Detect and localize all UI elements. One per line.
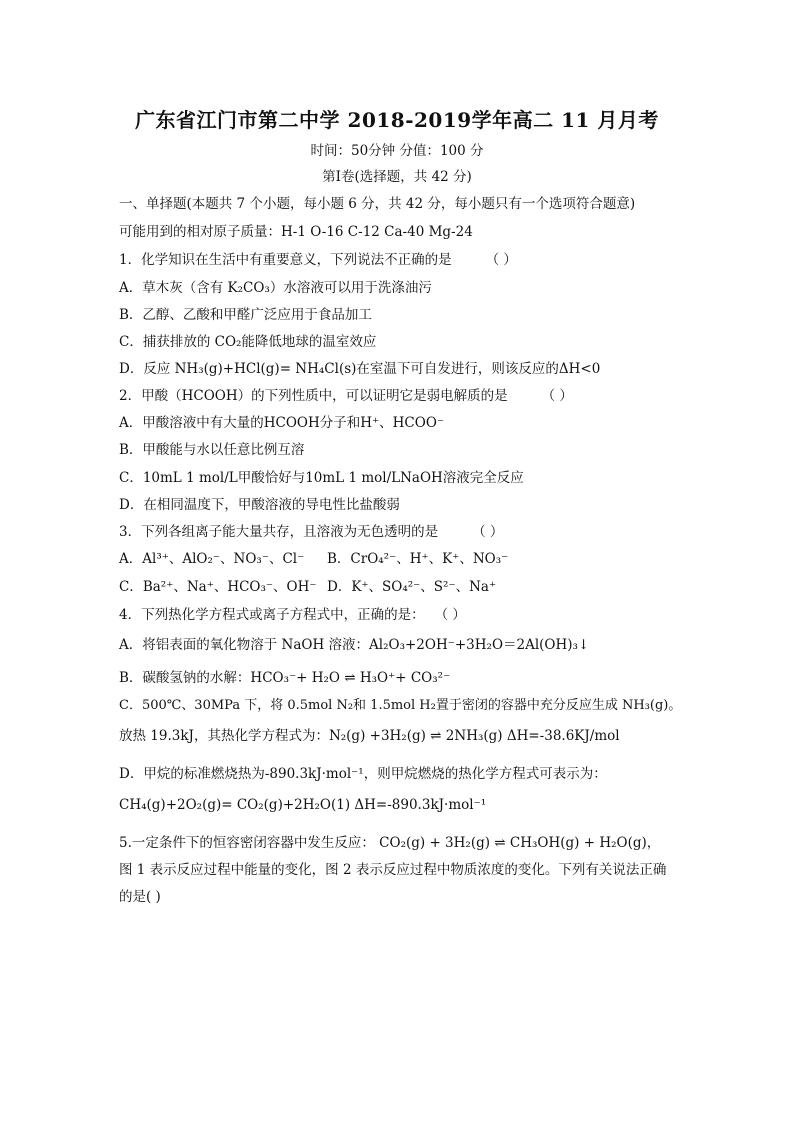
section-heading: 一、单择题(本题共 7 个小题，每小题 6 分，共 42 分，每小题只有一个选项符合题意) [119,196,636,212]
question-1-blank: （ ） [485,252,517,268]
question-3-stem [119,520,503,540]
exam-title: 广东省江门市第二中学 2018-2019学年高二 11 月月考 [135,108,659,132]
volume-heading: 第Ⅰ卷(选择题，共 42 分) [322,169,472,185]
atomic-masses: 可能用到的相对原子质量：H-1 O-16 C-12 Ca-40 Mg-24 [119,224,473,240]
question-4-blank: （ ） [434,607,466,623]
question-4-option-d-equation: CH₄(g)+2O₂(g)= CO₂(g)+2H₂O(1) ΔH=-890.3kJ·mol⁻¹ [119,797,487,813]
question-3-option-b: B．CrO₄²⁻、H⁺、K⁺、NO₃⁻ [327,551,509,567]
question-2-option-d: D．在相同温度下，甲酸溶液的导电性比盐酸弱 [119,497,400,513]
question-4-text: 4．下列热化学方程式或离子方程式中，正确的是： [119,607,425,623]
question-3-blank: （ ） [472,524,504,540]
exam-meta: 时间：50分钟 分值：100 分 [310,143,484,159]
question-2-option-b: B．甲酸能与水以任意比例互溶 [119,442,305,458]
question-1-option-c: C．捕获排放的 CO₂能降低地球的温室效应 [119,334,377,350]
question-2-option-a: A．甲酸溶液中有大量的HCOOH分子和H⁺、HCOO⁻ [119,415,445,431]
question-2-text: 2．甲酸（HCOOH）的下列性质中，可以证明它是弱电解质的是 [119,388,508,404]
question-5-line-1: 5.一定条件下的恒容密闭容器中发生反应： CO₂(g) + 3H₂(g) ⇌ CH₃OH(g) + H₂O(g)， [119,835,661,851]
question-4-option-a: A．将铝表面的氧化物溶于 NaOH 溶液：Al₂O₃+2OH⁻+3H₂O＝2Al(OH)₃↓ [119,637,590,653]
question-2-blank: （ ） [541,388,573,404]
question-4-option-b: B．碳酸氢钠的水解：HCO₃⁻+ H₂O ⇌ H₃O⁺+ CO₃²⁻ [119,670,451,686]
question-3-option-d: D．K⁺、SO₄²⁻、S²⁻、Na⁺ [327,579,497,595]
question-3-option-c: C．Ba²⁺、Na⁺、HCO₃⁻、OH⁻ [119,579,317,595]
question-1-text: 1．化学知识在生活中有重要意义，下列说法不正确的是 [119,252,452,268]
question-4-option-d: D．甲烷的标准燃烧热为-890.3kJ·mol⁻¹，则甲烷燃烧的热化学方程式可表示为： [119,766,607,782]
question-3-option-a: A．Al³⁺、AlO₂⁻、NO₃⁻、Cl⁻ [119,551,305,567]
question-4-option-c: C．500℃、30MPa 下，将 0.5mol N₂和 1.5mol H₂置于密闭的容器中充分反应生成 NH₃(g)。 [119,698,682,713]
question-1-option-a: A．草木灰（含有 K₂CO₃）水溶液可以用于洗涤油污 [119,280,432,296]
question-4-stem [119,603,466,623]
question-1-option-d: D．反应 NH₃(g)+HCl(g)= NH₄Cl(s)在室温下可自发进行，则该反应的ΔH<0 [119,361,601,377]
question-3-text: 3．下列各组离子能大量共存，且溶液为无色透明的是 [119,524,439,540]
question-5-line-2: 图 1 表示反应过程中能量的变化，图 2 表示反应过程中物质浓度的变化。下列有关说法正确 [119,862,667,878]
question-1-option-b: B．乙醇、乙酸和甲醛广泛应用于食品加工 [119,307,372,323]
question-2-option-c: C．10mL 1 mol/L甲酸恰好与10mL 1 mol/LNaOH溶液完全反应 [119,470,524,486]
question-2-stem [119,384,573,404]
question-4-option-c-cont: 放热 19.3kJ，其热化学方程式为：N₂(g) +3H₂(g) ⇌ 2NH₃(g) ΔH=-38.6KJ/mol [119,728,620,744]
question-1-stem [119,248,517,268]
question-5-line-3: 的是( ) [119,889,161,905]
